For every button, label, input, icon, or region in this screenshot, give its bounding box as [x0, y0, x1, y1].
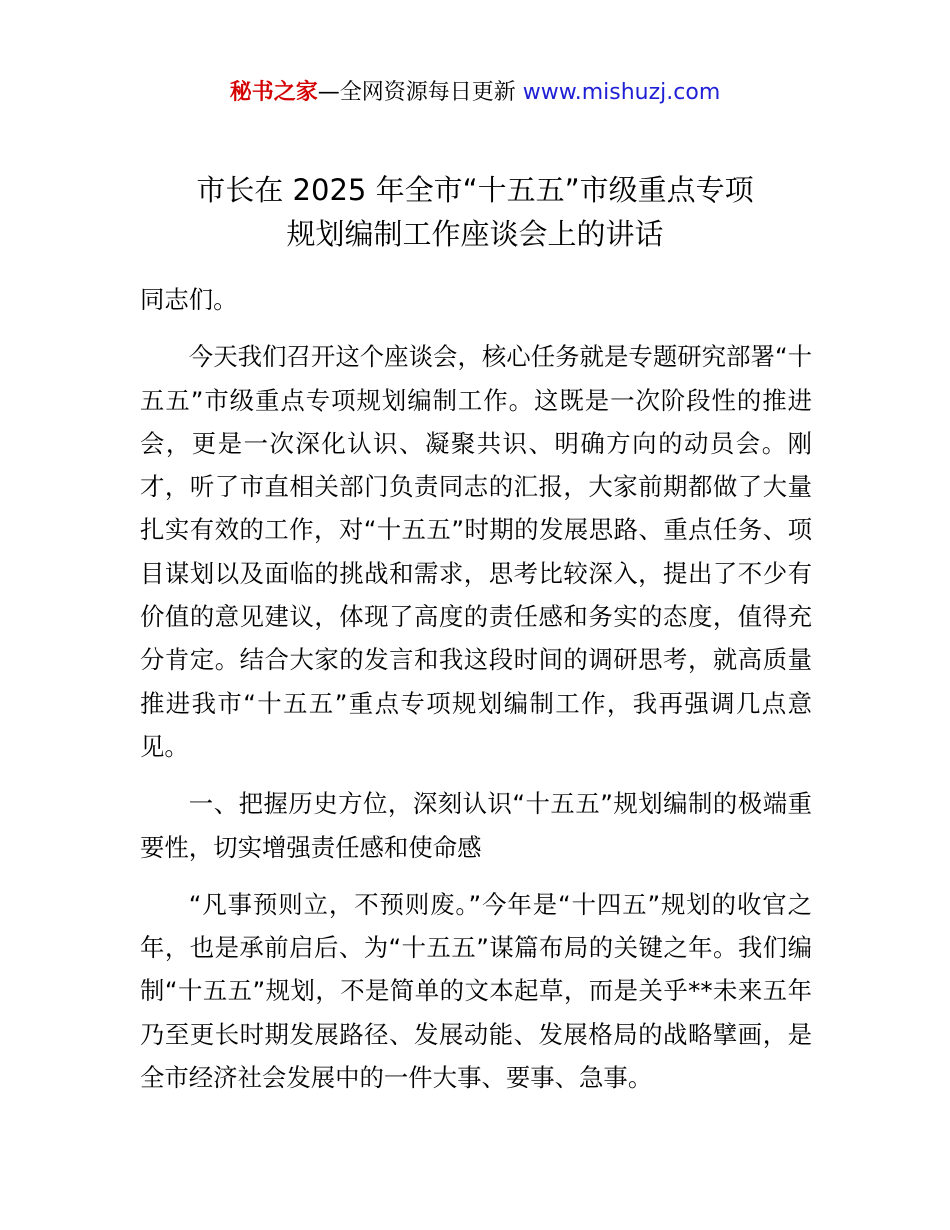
site-tagline: —全网资源每日更新 — [317, 80, 523, 105]
title-line-1: 市长在 2025 年全市“十五五”市级重点专项 — [196, 173, 754, 207]
site-header — [0, 78, 950, 108]
document-body — [140, 278, 812, 1099]
section-heading-1: 一、把握历史方位，深刻认识“十五五”规划编制的极端重要性，切实增强责任感和使命感 — [140, 789, 812, 862]
document-title — [80, 168, 870, 256]
paragraph-section-1: “凡事预则立，不预则废。”今年是“十四五”规划的收官之年，也是承前启后、为“十五五”谋篇布局的关键之年。我们编制“十五五”规划，不是简单的文本起草，而是关乎**未来五年乃至更长时期发展路径、发展动能、发展格局的战略擘画，是全市经济社会发展中的一件大事、要事、急事。 — [140, 889, 812, 1093]
site-brand: 秘书之家 — [229, 80, 318, 105]
title-line-2: 规划编制工作座谈会上的讲话 — [286, 217, 664, 251]
site-url-link[interactable]: www.mishuzj.com — [522, 80, 721, 105]
paragraph-intro: 今天我们召开这个座谈会，核心任务就是专题研究部署“十五五”市级重点专项规划编制工作。这既是一次阶段性的推进会，更是一次深化认识、凝聚共识、明确方向的动员会。刚才，听了市直相关部门负责同志的汇报，大家前期都做了大量扎实有效的工作，对“十五五”时期的发展思路、重点任务、项目谋划以及面临的挑战和需求，思考比较深入，提出了不少有价值的意见建议，体现了高度的责任感和务实的态度，值得充分肯定。结合大家的发言和我这段时间的调研思考，就高质量推进我市“十五五”重点专项规划编制工作，我再强调几点意见。 — [140, 342, 812, 761]
salutation: 同志们。 — [140, 285, 238, 314]
